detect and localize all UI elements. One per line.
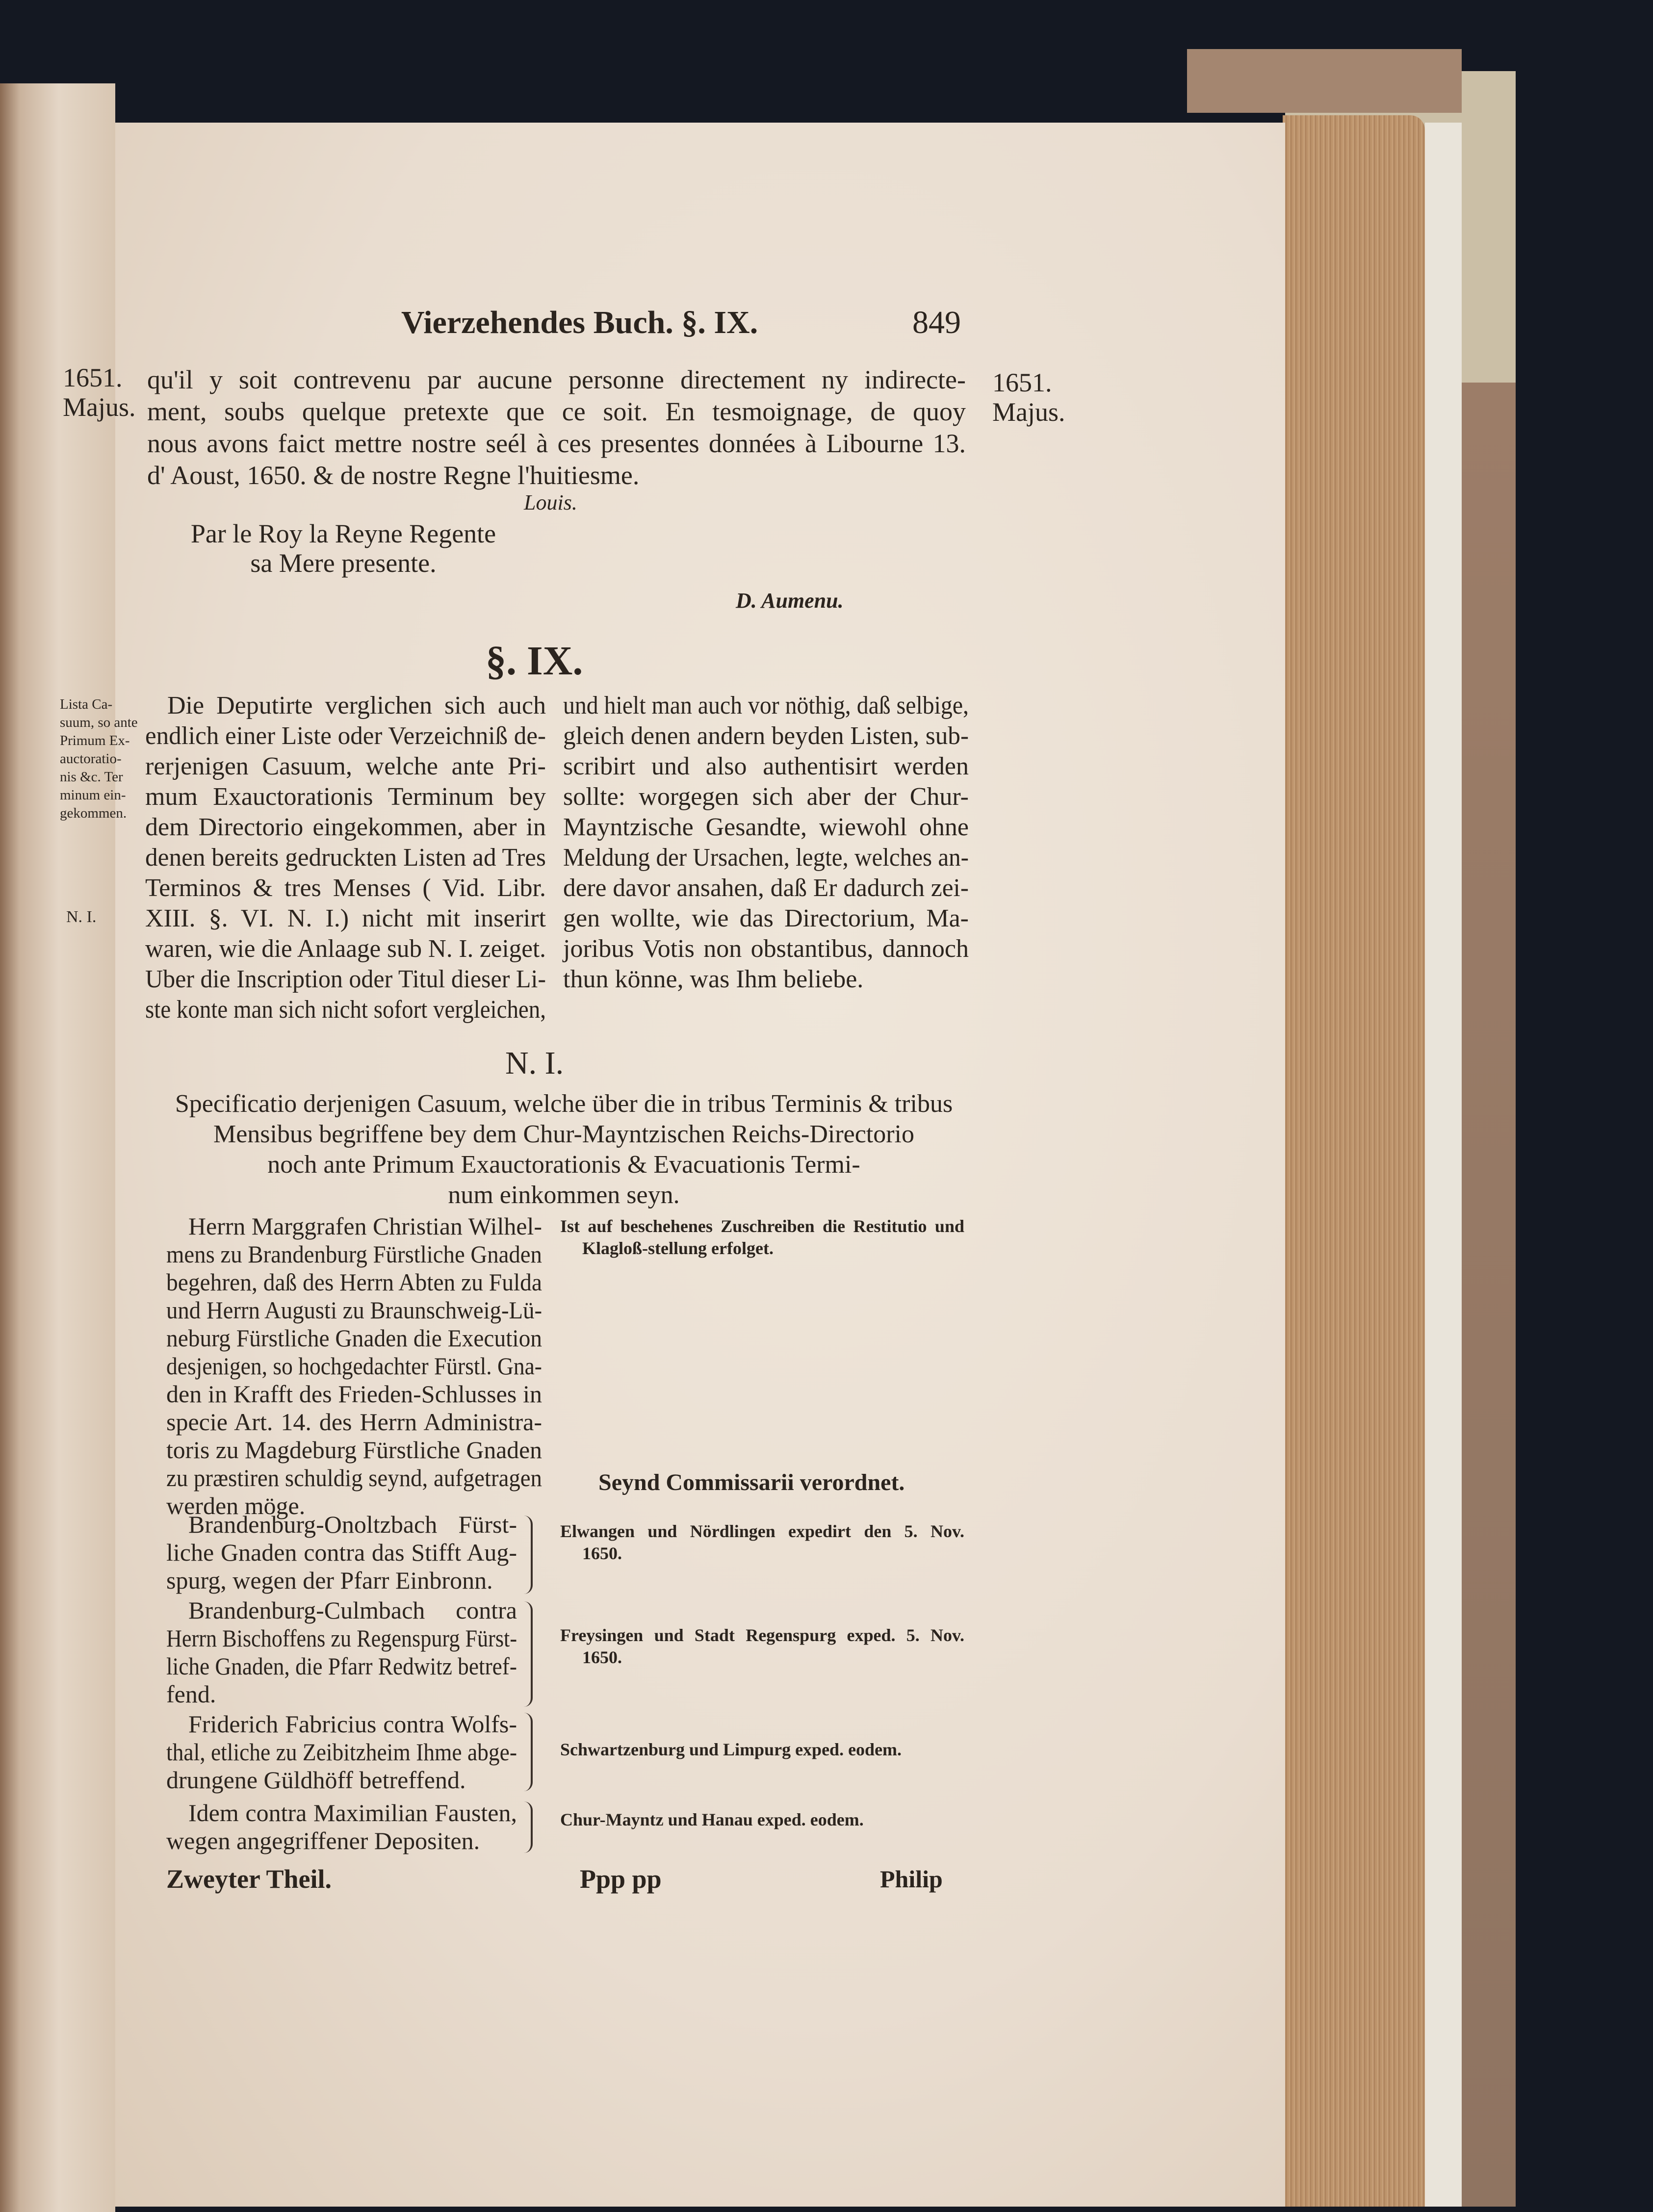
text-line [145, 995, 546, 1025]
text-line [560, 1646, 964, 1669]
text-line-content: neburg Fürstliche Gnaden die Execution [166, 1324, 542, 1352]
text-line-content: Brandenburg-Culmbach contra [188, 1596, 517, 1624]
text-line-content: Uber die Inscription oder Titul dieser Li- [145, 965, 546, 993]
text-line [166, 1119, 961, 1150]
text-line [166, 1150, 961, 1180]
text-line [166, 1596, 517, 1624]
text-line-content: Schwartzenburg und Limpurg exped. eodem. [560, 1740, 902, 1759]
text-line-content: gekommen. [60, 805, 127, 821]
margin-year [992, 368, 1076, 397]
text-line-content: und Herrn Augusti zu Braunschweig-Lü- [166, 1296, 542, 1324]
text-line [166, 1180, 961, 1210]
text-line-content: auctoratio- [60, 751, 122, 767]
text-line-content: gleich denen andern beyden Listen, sub- [563, 722, 969, 750]
text-line-content: waren, wie die Anlaage sub N. I. zeiget. [145, 935, 546, 963]
text-line-content: toris zu Magdeburg Fürstliche Gnaden [166, 1436, 542, 1464]
text-line [166, 1352, 542, 1380]
text-line-content: mens zu Brandenburg Fürstliche Gnaden [166, 1240, 542, 1268]
text-line-content: endlich einer Liste oder Verzeichniß de- [145, 722, 546, 750]
signature-louis: Louis. [524, 490, 577, 514]
text-line-content: Friderich Fabricius contra Wolfs- [188, 1710, 517, 1738]
text-line [166, 1380, 542, 1408]
text-line [147, 460, 966, 491]
text-line-content: ste konte man sich nicht sofort vergleichen, [145, 996, 546, 1024]
text-line-content: specie Art. 14. des Herrn Administra- [166, 1408, 542, 1436]
brace [520, 1713, 533, 1791]
case-entry [166, 1799, 517, 1855]
text-line [166, 1240, 542, 1268]
french-paragraph [147, 364, 966, 491]
text-line [166, 1212, 542, 1240]
text-line-content: wegen angegriffener Depositen. [166, 1827, 480, 1854]
text-line-content: 1650. [582, 1543, 622, 1563]
text-line [166, 1652, 517, 1680]
margin-month-text: Majus. [992, 397, 1065, 427]
text-line-content: desjenigen, so hochgedachter Fürstl. Gna- [166, 1352, 542, 1380]
text-line-content: Chur-Mayntz und Hanau exped. eodem. [560, 1810, 864, 1829]
text-line [166, 1511, 517, 1539]
text-line [563, 782, 969, 812]
first-case [166, 1212, 542, 1520]
text-line [563, 873, 969, 903]
signature-mark: Ppp pp [580, 1864, 662, 1894]
text-line-content: minum ein- [60, 787, 126, 803]
text-line [60, 786, 138, 804]
text-line-content: Freysingen und Stadt Regenspurg exped. 5. Nov. [560, 1625, 964, 1645]
text-line-content: num einkommen seyn. [448, 1181, 680, 1209]
text-line [145, 843, 546, 873]
section-right-column [563, 691, 969, 995]
text-line-content: werden möge. [166, 1492, 306, 1519]
text-line [560, 1809, 964, 1831]
text-line [145, 782, 546, 812]
case-entry [166, 1710, 517, 1794]
text-line-content: Lista Ca- [60, 696, 113, 712]
margin-year [63, 363, 141, 392]
text-line [563, 964, 969, 995]
text-line [166, 1436, 542, 1464]
text-line [147, 396, 966, 428]
section-title: §. IX. [486, 638, 583, 684]
text-line [560, 1543, 964, 1565]
text-line [560, 1520, 964, 1543]
text-line-content: noch ante Primum Exauctorationis & Evacuationis Termi- [267, 1151, 860, 1179]
brace [520, 1516, 533, 1594]
text-line-content: rerjenigen Casuum, welche ante Pri- [145, 752, 546, 780]
text-line-content: scribirt und also authentisirt werden [563, 752, 969, 780]
part-label: Zweyter Theil. [166, 1864, 332, 1894]
text-line-content: fend. [166, 1680, 216, 1708]
text-line-content: thal, etliche zu Zeibitzheim Ihme abge- [166, 1738, 517, 1766]
endpaper-board [1425, 123, 1462, 2207]
text-line [166, 1268, 542, 1296]
text-line-content: spurg, wegen der Pfarr Einbronn. [166, 1567, 493, 1594]
text-line [166, 1296, 542, 1324]
text-line-content: ment, soubs quelque pretexte que ce soit. En tesmoignage, de quoy [147, 397, 966, 426]
margin-date-right [992, 368, 1076, 427]
text-line-content: zu præstiren schuldig seynd, aufgetragen [166, 1464, 542, 1492]
text-line [563, 691, 969, 721]
text-line [166, 1324, 542, 1352]
par-le-roy [147, 519, 540, 578]
text-line [166, 1089, 961, 1119]
text-line [563, 903, 969, 934]
text-line-content: XIII. §. VI. N. I.) nicht mit inserirt [145, 904, 546, 932]
running-title: Vierzehendes Buch. §. IX. [401, 305, 758, 340]
text-line [60, 714, 138, 732]
case-result [560, 1739, 964, 1761]
text-line [560, 1215, 964, 1237]
text-line-content: Elwangen und Nördlingen expedirt den 5. Nov. [560, 1521, 964, 1541]
text-line [60, 804, 138, 823]
text-line-content: joribus Votis non obstantibus, dannoch [563, 935, 969, 963]
case-result [560, 1809, 964, 1831]
text-line-content: nis &c. Ter [60, 769, 123, 785]
countersignature: D. Aumenu. [736, 589, 844, 613]
margin-note [60, 695, 138, 823]
annex-title: N. I. [505, 1045, 564, 1081]
text-line-content: begehren, daß des Herrn Abten zu Fulda [166, 1268, 542, 1296]
text-line [166, 1464, 542, 1492]
case-result [560, 1520, 964, 1565]
margin-month-text: Majus. [63, 392, 136, 422]
text-line [60, 695, 138, 714]
case-result [560, 1624, 964, 1669]
text-line [166, 1408, 542, 1436]
text-line-content: Ist auf beschehenes Zuschreiben die Restitutio und [560, 1216, 964, 1236]
text-line-content: den in Krafft des Frieden-Schlusses in [166, 1380, 542, 1408]
text-line-content: Meldung der Ursachen, legte, welches an- [563, 844, 969, 872]
catchword: Philip [880, 1865, 943, 1893]
text-line-content: Brandenburg-Onoltzbach Fürst- [188, 1511, 517, 1538]
section-left-column [145, 691, 546, 1025]
text-line [60, 732, 138, 750]
marbled-cover-corner [1187, 49, 1462, 113]
text-line-content: Par le Roy la Reyne Regente [190, 519, 496, 548]
text-line-content: Idem contra Maximilian Fausten, [188, 1799, 517, 1826]
case-entry [166, 1596, 517, 1708]
margin-month [63, 392, 141, 422]
text-line [563, 751, 969, 782]
margin-date-left [63, 363, 141, 422]
page-stack-edge [1283, 115, 1425, 2207]
text-line-content: sollte: worgegen sich aber der Chur- [563, 783, 969, 811]
text-line [145, 812, 546, 843]
text-line-content: Klagloß-stellung erfolget. [582, 1238, 774, 1258]
text-line [145, 964, 546, 995]
text-line [145, 721, 546, 751]
text-line [147, 519, 540, 548]
text-line-content: Die Deputirte verglichen sich auch [167, 692, 546, 720]
text-line [563, 843, 969, 873]
text-line [145, 934, 546, 964]
text-line-content: drungene Güldhöff betreffend. [166, 1766, 466, 1794]
text-line-content: liche Gnaden contra das Stifft Aug- [166, 1539, 517, 1566]
text-line-content: liche Gnaden, die Pfarr Redwitz betref- [166, 1652, 517, 1680]
text-line-content: Mayntzische Gesandte, wiewohl ohne [563, 813, 969, 841]
text-line-content: Terminos & tres Menses ( Vid. Libr. [145, 874, 546, 902]
text-line [145, 903, 546, 934]
text-line [560, 1237, 964, 1260]
margin-year-text: 1651. [992, 368, 1052, 397]
margin-year-text: 1651. [63, 363, 123, 392]
margin-month [992, 397, 1076, 427]
text-line [560, 1739, 964, 1761]
commissarii-heading: Seynd Commissarii verordnet. [598, 1469, 905, 1495]
text-line-content: qu'il y soit contrevenu par aucune personne directement ny indirecte- [147, 365, 966, 394]
text-line [166, 1710, 517, 1738]
page-number: 849 [912, 305, 961, 340]
text-line-content: d' Aoust, 1650. & de nostre Regne l'huitiesme. [147, 461, 640, 490]
text-line [166, 1567, 517, 1595]
text-line [166, 1738, 517, 1766]
first-result [560, 1215, 964, 1260]
text-line-content: Herrn Bischoffens zu Regenspurg Fürst- [166, 1624, 517, 1652]
text-line-content: Mensibus begriffene bey dem Chur-Mayntzischen Reichs-Directorio [213, 1120, 915, 1148]
text-line-content: Primum Ex- [60, 733, 130, 748]
text-line [145, 873, 546, 903]
text-line [147, 548, 540, 578]
text-line [563, 812, 969, 843]
text-line [166, 1680, 517, 1708]
text-line [563, 934, 969, 964]
text-line [147, 364, 966, 396]
text-line-content: suum, so ante [60, 715, 138, 730]
text-line [166, 1827, 517, 1855]
annex-heading [166, 1089, 961, 1210]
text-line-content: dem Directorio eingekommen, aber in [145, 813, 546, 841]
text-line [166, 1766, 517, 1794]
text-line-content: Specificatio derjenigen Casuum, welche über die in tribus Terminis & tribus [175, 1090, 953, 1118]
text-line [147, 428, 966, 460]
text-line-content: nous avons faict mettre nostre seél à ces presentes données à Libourne 13. [147, 429, 966, 458]
text-line-content: dere davor ansahen, daß Er dadurch zei- [563, 874, 969, 902]
text-line [145, 751, 546, 782]
text-line [60, 768, 138, 786]
marbled-cover-edge [1462, 383, 1516, 2207]
text-line [145, 691, 546, 721]
text-line-content: 1650. [582, 1647, 622, 1667]
margin-note-ref: N. I. [66, 908, 97, 926]
case-entry [166, 1511, 517, 1595]
text-line [166, 1539, 517, 1567]
text-line [563, 721, 969, 751]
text-line [560, 1624, 964, 1646]
text-line-content: Herrn Marggrafen Christian Wilhel- [188, 1212, 542, 1240]
brace [520, 1601, 533, 1707]
text-line-content: und hielt man auch vor nöthig, daß selbige, [563, 692, 969, 720]
text-line-content: thun könne, was Ihm beliebe. [563, 965, 864, 993]
text-line-content: sa Mere presente. [250, 548, 437, 578]
text-line [166, 1624, 517, 1652]
text-line [166, 1799, 517, 1827]
text-line [60, 750, 138, 768]
brace [520, 1801, 533, 1853]
text-line-content: mum Exauctorationis Terminum bey [145, 783, 546, 811]
text-line-content: gen wollte, wie das Directorium, Ma- [563, 904, 969, 932]
text-line-content: denen bereits gedruckten Listen ad Tres [145, 844, 546, 872]
